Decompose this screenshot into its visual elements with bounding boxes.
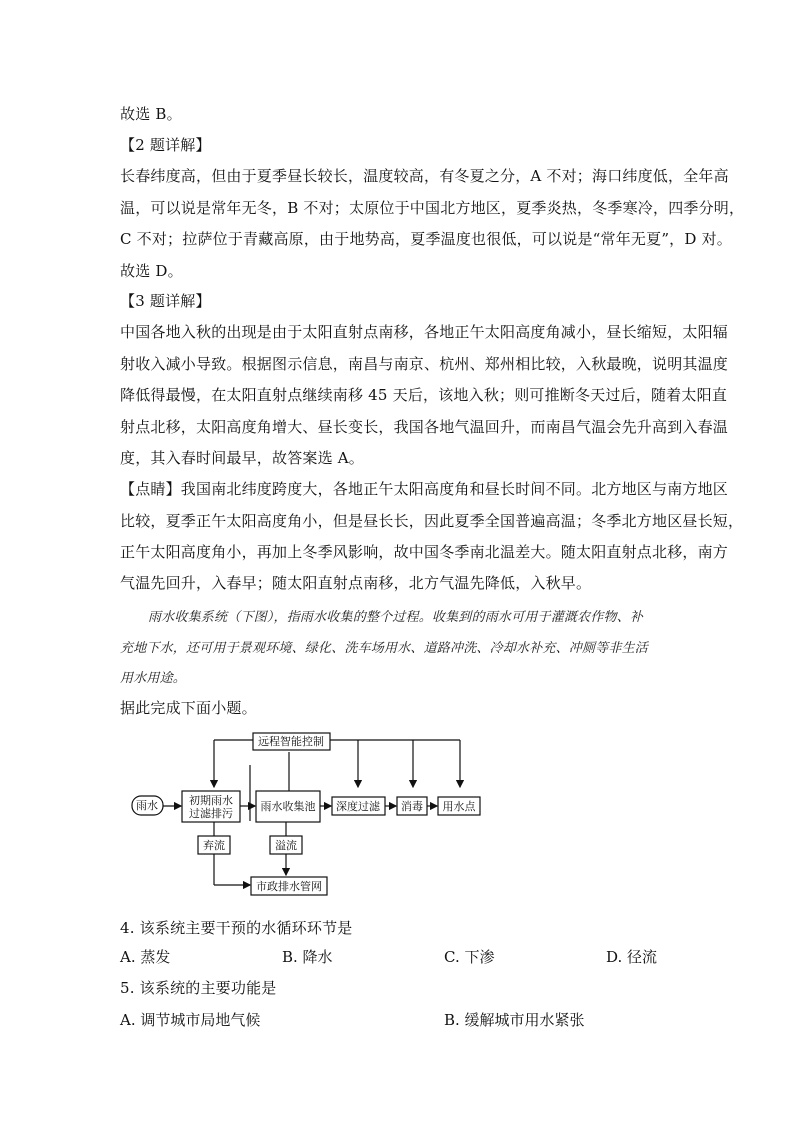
tip-line-4: 气温先回升，入春早；随太阳直射点南移，北方气温先降低，入秋早。 xyxy=(120,574,592,592)
q2-line-4: 故选 D。 xyxy=(120,262,183,280)
node-initial-filter-2: 过滤排污 xyxy=(189,807,233,820)
q5-option-b: B. 缓解城市用水紧张 xyxy=(444,1011,585,1029)
q1-conclusion: 故选 B。 xyxy=(120,105,182,123)
node-disinfect: 消毒 xyxy=(401,800,423,813)
q3-line-3: 降低得最慢，在太阳直射点继续南移 45 天后，该地入秋；则可推断冬天过后，随着太阳直 xyxy=(120,386,728,404)
q3-line-1: 中国各地入秋的出现是由于太阳直射点南移，各地正午太阳高度角减小，昼长缩短，太阳辐 xyxy=(120,323,729,341)
node-municipal-drain: 市政排水管网 xyxy=(256,880,322,893)
node-use-point: 用水点 xyxy=(442,800,476,813)
node-discard-flow: 弃流 xyxy=(203,839,225,852)
node-rainwater: 雨水 xyxy=(136,799,158,812)
tip-line-1: 【点睛】我国南北纬度跨度大，各地正午太阳高度角和昼长时间不同。北方地区与南方地区 xyxy=(120,480,729,498)
intro-line-3: 用水用途。 xyxy=(120,671,187,686)
q4-option-d: D. 径流 xyxy=(606,948,658,966)
node-deep-filter: 深度过滤 xyxy=(336,800,380,813)
intro-line-1: 雨水收集系统（下图），指雨水收集的整个过程。收集到的雨水可用于灌溉农作物、补 xyxy=(148,610,644,625)
q4-option-c: C. 下渗 xyxy=(444,948,495,966)
q3-line-5: 度，其入春时间最早，故答案选 A。 xyxy=(120,449,365,467)
q4-stem: 4. 该系统主要干预的水循环环节是 xyxy=(120,919,353,937)
q4-option-a: A. 蒸发 xyxy=(120,948,171,966)
tip-line-2: 比较，夏季正午太阳高度角小，但是昼长长，因此夏季全国普遍高温；冬季北方地区昼长短， xyxy=(120,512,744,530)
q3-line-2: 射收入减小导致。根据图示信息，南昌与南京、杭州、郑州相比较，入秋最晚，说明其温度 xyxy=(120,355,729,373)
q3-header: 【3 题详解】 xyxy=(120,292,211,310)
q2-line-2: 温，可以说是常年无冬，B 不对；太原位于中国北方地区，夏季炎热，冬季寒冷，四季分明， xyxy=(120,199,745,217)
q5-stem: 5. 该系统的主要功能是 xyxy=(120,979,277,997)
node-remote-control: 远程智能控制 xyxy=(258,735,324,748)
node-collection-tank: 雨水收集池 xyxy=(260,800,316,813)
q2-line-1: 长春纬度高，但由于夏季昼长较长，温度较高，有冬夏之分，A 不对；海口纬度低，全年高 xyxy=(120,167,729,185)
q5-option-a: A. 调节城市局地气候 xyxy=(120,1011,261,1029)
instruction: 据此完成下面小题。 xyxy=(120,699,257,717)
tip-line-3: 正午太阳高度角小，再加上冬季风影响，故中国冬季南北温差大。随太阳直射点北移，南方 xyxy=(120,543,729,561)
intro-line-2: 充地下水，还可用于景观环境、绿化、洗车场用水、道路冲洗、冷却水补充、冲厕等非生活 xyxy=(120,641,649,656)
node-initial-filter-1: 初期雨水 xyxy=(189,794,233,807)
q3-line-4: 射点北移，太阳高度角增大、昼长变长，我国各地气温回升，而南昌气温会先升高到入春温 xyxy=(120,418,729,436)
rainwater-system-diagram xyxy=(120,725,500,900)
node-overflow: 溢流 xyxy=(275,839,297,852)
q2-header: 【2 题详解】 xyxy=(120,136,211,154)
q2-line-3: C 不对；拉萨位于青藏高原，由于地势高，夏季温度也很低，可以说是“常年无夏”，D 对。 xyxy=(120,230,732,248)
q4-option-b: B. 降水 xyxy=(282,948,333,966)
